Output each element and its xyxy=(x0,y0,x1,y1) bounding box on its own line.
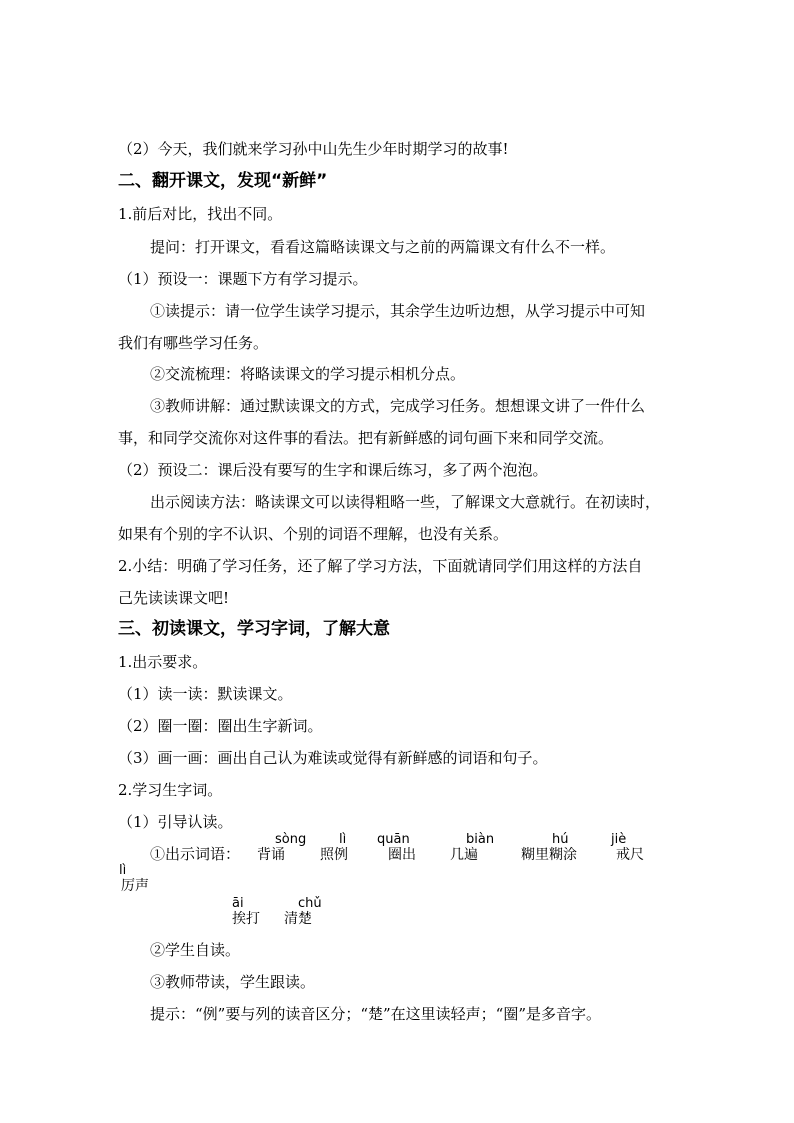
paragraph-line: （2）圈一圈：圈出生字新词。 xyxy=(118,717,323,735)
paragraph-line: 如果有个别的字不认识、个别的词语不理解，也没有关系。 xyxy=(118,525,509,543)
paragraph-line: （1）读一读：默读课文。 xyxy=(118,685,293,703)
paragraph-line: 己先读读课文吧! xyxy=(118,589,230,607)
vocab-word: 几遍 xyxy=(450,847,478,863)
paragraph-line: 2.学习生字词。 xyxy=(118,781,223,799)
section-heading-2: 二、翻开课文，发现“新鲜” xyxy=(118,171,328,191)
paragraph-line: （2）今天，我们就来学习孙中山先生少年时期学习的故事! xyxy=(118,140,509,158)
section-heading-3: 三、初读课文，学习字词，了解大意 xyxy=(118,619,390,639)
pinyin: lì xyxy=(119,863,127,878)
vocab-word: 糊里糊涂 xyxy=(521,847,577,863)
paragraph-line: （3）画一画：画出自己认为难读或觉得有新鲜感的词语和句子。 xyxy=(118,749,548,767)
paragraph-line: 1.出示要求。 xyxy=(118,653,208,671)
pinyin: lì xyxy=(339,832,347,847)
paragraph-line: ②交流梳理：将略读课文的学习提示相机分点。 xyxy=(150,365,466,383)
pinyin: quān xyxy=(377,832,410,847)
paragraph-line: 出示阅读方法：略读课文可以读得粗略一些，了解课文大意就行。在初读时， xyxy=(150,493,661,511)
paragraph-line: ①读提示：请一位学生读学习提示，其余学生边听边想，从学习提示中可知 xyxy=(150,302,646,320)
paragraph-line: ②学生自读。 xyxy=(150,941,241,959)
paragraph-line: 提问：打开课文，看看这篇略读课文与之前的两篇课文有什么不一样。 xyxy=(150,238,616,256)
paragraph-line: （1）预设一：课题下方有学习提示。 xyxy=(118,270,368,288)
paragraph-line: 事，和同学交流你对这件事的看法。把有新鲜感的词句画下来和同学交流。 xyxy=(118,429,614,447)
pinyin: chǔ xyxy=(298,896,322,911)
vocab-word: 戒尺 xyxy=(616,847,644,863)
pinyin: biàn xyxy=(466,832,495,847)
paragraph-line: 2.小结：明确了学习任务，还了解了学习方法，下面就请同学们用这样的方法自 xyxy=(118,557,643,575)
paragraph-line: （2）预设二：课后没有要写的生字和课后练习，多了两个泡泡。 xyxy=(118,461,548,479)
vocab-intro: ①出示词语： xyxy=(150,845,241,863)
paragraph-line: （1）引导认读。 xyxy=(118,813,233,831)
pinyin: jiè xyxy=(611,832,627,847)
vocab-word: 厉声 xyxy=(121,878,149,894)
paragraph-line: 1.前后对比，找出不同。 xyxy=(118,205,283,223)
paragraph-line: ③教师带读，学生跟读。 xyxy=(150,973,316,991)
vocab-word: 背诵 xyxy=(257,847,285,863)
paragraph-line: 我们有哪些学习任务。 xyxy=(118,334,269,352)
pinyin: sòng xyxy=(275,832,307,847)
vocab-word: 圈出 xyxy=(388,847,416,863)
pinyin: hú xyxy=(552,832,569,847)
pinyin: āi xyxy=(232,896,244,911)
vocab-word: 清楚 xyxy=(284,911,312,927)
vocab-word: 照例 xyxy=(320,847,348,863)
paragraph-line: 提示：“例”要与列的读音区分；“楚”在这里读轻声；“圈”是多音字。 xyxy=(150,1005,602,1023)
paragraph-line: ③教师讲解：通过默读课文的方式，完成学习任务。想想课文讲了一件什么 xyxy=(150,397,646,415)
vocab-word: 挨打 xyxy=(232,911,260,927)
